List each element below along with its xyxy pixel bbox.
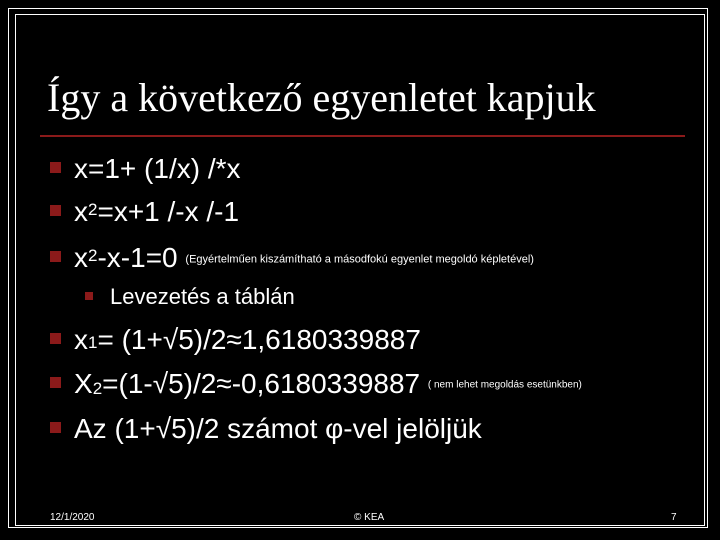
square-bullet-icon bbox=[50, 422, 61, 433]
square-bullet-icon bbox=[50, 333, 61, 344]
sub-list-item bbox=[85, 283, 295, 311]
item-text: x bbox=[74, 324, 88, 355]
list-item bbox=[50, 412, 482, 446]
page-number: 7 bbox=[671, 512, 677, 523]
item-text: x bbox=[74, 196, 88, 227]
item-subscript: 1 bbox=[88, 333, 98, 352]
item-text: = (1+√5)/2≈1,6180339887 bbox=[97, 324, 421, 355]
footer-author: © KEA bbox=[354, 512, 385, 523]
square-bullet-icon bbox=[50, 205, 61, 216]
square-bullet-icon bbox=[50, 251, 61, 262]
square-bullet-icon bbox=[50, 377, 61, 388]
item-note: ( nem lehet megoldás esetünkben) bbox=[427, 379, 582, 391]
list-item bbox=[50, 241, 534, 277]
list-item bbox=[50, 323, 421, 357]
item-subscript: 2 bbox=[92, 378, 103, 398]
list-item bbox=[50, 152, 241, 186]
footer-date: 12/1/2020 bbox=[50, 512, 95, 523]
item-text: x bbox=[74, 242, 88, 273]
item-note: (Egyértelműen kiszámítható a másodfokú egyenlet megoldó képletével) bbox=[185, 253, 534, 266]
title-divider bbox=[40, 135, 685, 137]
item-text: X bbox=[74, 368, 93, 399]
square-bullet-icon bbox=[50, 162, 61, 173]
item-superscript: 2 bbox=[88, 246, 98, 265]
item-text: Az (1+√5)/2 számot φ-vel jelöljük bbox=[74, 413, 482, 444]
square-bullet-icon bbox=[85, 292, 93, 300]
slide-title: Így a következő egyenletet kapjuk bbox=[47, 75, 596, 120]
list-item bbox=[50, 195, 239, 229]
list-item bbox=[50, 367, 582, 403]
item-text: Levezetés a táblán bbox=[110, 284, 295, 309]
item-text: =(1-√5)/2≈-0,6180339887 bbox=[102, 368, 428, 399]
item-text: -x-1=0 bbox=[97, 242, 186, 273]
item-superscript: 2 bbox=[88, 200, 98, 219]
item-text: =x+1 /-x /-1 bbox=[97, 196, 240, 227]
item-text: x=1+ (1/x) /*x bbox=[74, 153, 241, 184]
